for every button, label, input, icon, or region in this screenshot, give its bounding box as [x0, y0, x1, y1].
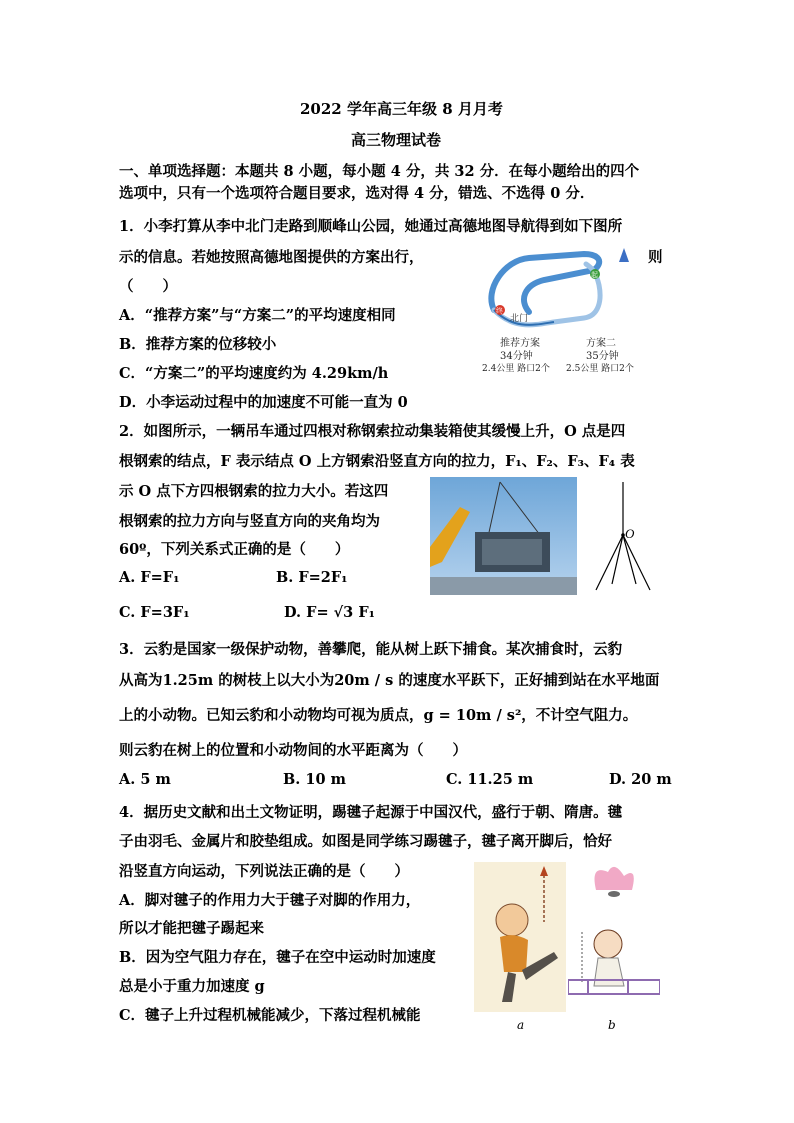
q4-line1: 4．据历史文献和出土文物证明，踢毽子起源于中国汉代，盛行于朝、隋唐。毽 [119, 804, 623, 821]
crane-photo [430, 477, 577, 595]
q3-option-c: C. 11.25 m [446, 771, 534, 788]
figure-b-label: b [608, 1018, 616, 1032]
plan1-detail: 2.4公里 路口2个 [482, 364, 550, 374]
q3-option-a: A. 5 m [119, 771, 171, 788]
plan2-time: 35分钟 [586, 351, 619, 362]
q1-option-d: D．小李运动过程中的加速度不可能一直为 0 [119, 394, 408, 411]
q4-option-a-line1: A．脚对毽子的作用力大于毽子对脚的作用力， [119, 892, 421, 909]
q2-line5: 60º，下列关系式正确的是（ ） [119, 541, 350, 558]
q2-line4: 根钢索的拉力方向与竖直方向的夹角均为 [119, 513, 380, 530]
boy-body [500, 935, 528, 972]
q3-line4: 则云豹在树上的位置和小动物间的水平距离为（ ） [119, 742, 467, 759]
q4-option-c-line1: C．毽子上升过程机械能减少，下落过程机械能 [119, 1007, 421, 1024]
boy-head [496, 904, 528, 936]
q2-option-a: A. F=F₁ [119, 569, 180, 586]
start-marker-label: 起 [591, 271, 598, 279]
q2-option-b: B. F=2F₁ [276, 569, 348, 586]
girl-head [594, 930, 622, 958]
q1-answer-paren: （ ） [119, 278, 177, 295]
q2-option-c: C. F=3F₁ [119, 604, 190, 621]
q1-line2: 示的信息。若她按照高德地图提供的方案出行， [119, 249, 424, 266]
point-o-label: O [625, 526, 635, 541]
q2-line1: 2．如图所示，一辆吊车通过四根对称钢索拉动集装箱使其缓慢上升，O 点是四 [119, 423, 626, 440]
q1-route-map [474, 240, 644, 375]
q3-line2: 从高为1.25m 的树枝上以大小为20m / s 的速度水平跃下，正好捕到站在水平地面 [119, 672, 660, 689]
q1-option-a: A．“推荐方案”与“方案二”的平均速度相同 [119, 307, 396, 324]
q4-option-b-line2: 总是小于重力加速度 g [119, 978, 265, 995]
q3-option-d: D. 20 m [609, 771, 672, 788]
q4-line3: 沿竖直方向运动，下列说法正确的是（ ） [119, 863, 409, 880]
q1-option-b: B．推荐方案的位移较小 [119, 336, 277, 353]
q1-line2-end: 则 [648, 249, 663, 266]
page-subtitle: 高三物理试卷 [351, 131, 442, 149]
end-marker-label: 终 [496, 307, 503, 315]
q4-option-b-line1: B．因为空气阻力存在，毽子在空中运动时加速度 [119, 949, 436, 966]
q3-option-b: B. 10 m [283, 771, 346, 788]
figure-a-illustration [474, 862, 566, 1012]
section-heading-line2: 选项中，只有一个选项符合题目要求，选对得 4 分，错选、不选得 0 分． [119, 185, 595, 202]
section-heading-line1: 一、单项选择题：本题共 8 小题，每小题 4 分，共 32 分．在每小题给出的四个 [119, 163, 640, 180]
q2-option-d: D. F= √3 F₁ [284, 604, 375, 621]
q2-line3: 示 O 点下方四根钢索的拉力大小。若这四 [119, 483, 389, 500]
q1-option-c: C．“方案二”的平均速度约为 4.29km/h [119, 365, 389, 382]
q1-line1: 1．小李打算从李中北门走路到顺峰山公园，她通过高德地图导航得到如下图所 [119, 218, 623, 235]
q2-line2: 根钢索的结点，F 表示结点 O 上方钢索沿竖直方向的拉力，F₁、F₂、F₃、F₄ 表 [119, 453, 635, 470]
figure-b-illustration [568, 862, 660, 1012]
page-title: 2022 学年高三年级 8 月月考 [300, 100, 503, 118]
plan1-name: 推荐方案 [500, 338, 540, 349]
q4-option-a-line2: 所以才能把毽子踢起来 [119, 920, 264, 937]
q4-line2: 子由羽毛、金属片和胶垫组成。如图是同学练习踢毽子，毽子离开脚后，恰好 [119, 833, 612, 850]
plan2-detail: 2.5公里 路口2个 [566, 364, 634, 374]
force-diagram [590, 480, 655, 592]
q3-line1: 3．云豹是国家一级保护动物，善攀爬，能从树上跃下捕食。某次捕食时，云豹 [119, 641, 623, 658]
map-start-label: 北门 [510, 314, 529, 324]
plan1-time: 34分钟 [500, 351, 533, 362]
q3-line3: 上的小动物。已知云豹和小动物均可视为质点，g = 10m / s²，不计空气阻力。 [119, 707, 638, 724]
plan2-name: 方案二 [586, 338, 616, 349]
figure-a-label: a [517, 1018, 525, 1032]
